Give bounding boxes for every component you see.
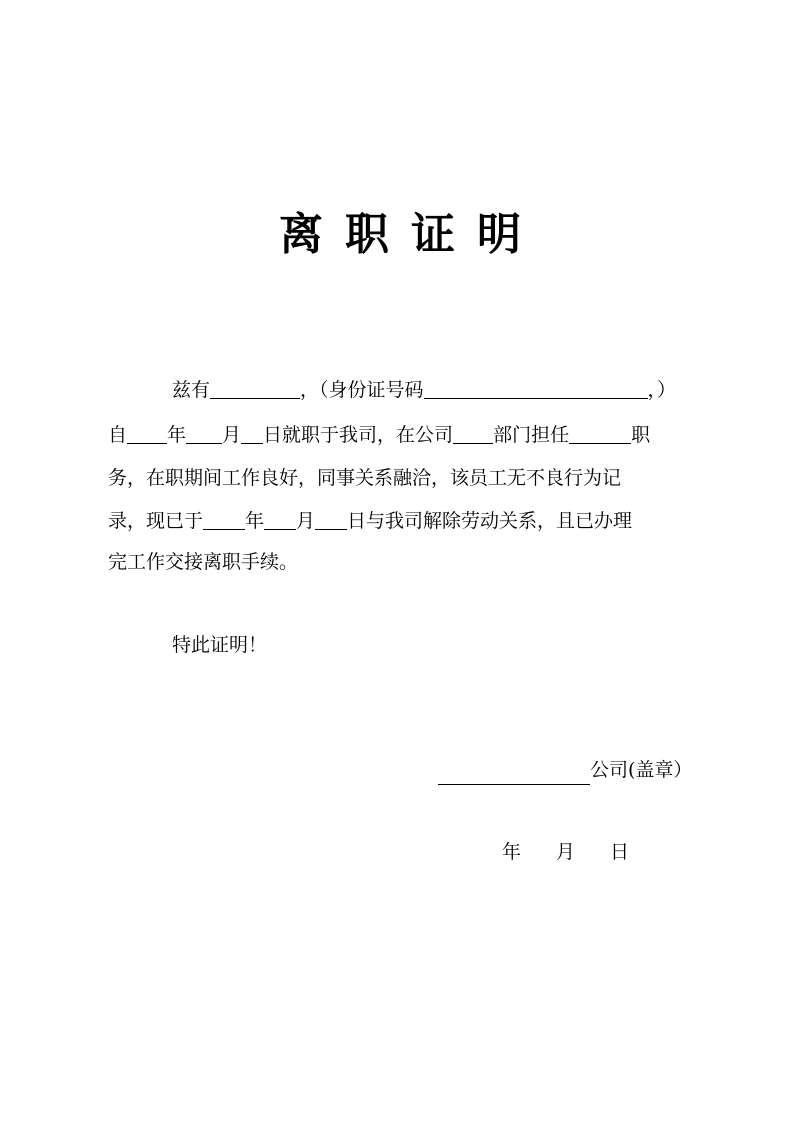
start-day-blank[interactable] [241,415,263,444]
company-signature-blank[interactable] [438,784,590,785]
month-label: 月 [222,424,242,446]
employed-text: 日就职于我司，在公司 [263,424,454,446]
name-blank[interactable] [210,370,300,399]
date-month-label: 月 [556,841,576,863]
line1-end: ，） [647,379,677,401]
department-text: 部门担任 [493,424,570,446]
body-line-5: 完工作交接离职手续。 [108,551,299,573]
start-month-blank[interactable] [186,415,222,444]
leave-text: 录，现已于 [108,510,204,532]
line2-end: 职 [631,424,651,446]
date-day-label: 日 [610,841,630,863]
leave-year-blank[interactable] [203,501,245,530]
from-text: 自 [108,424,128,446]
position-blank[interactable] [569,415,631,444]
id-label: ，（身份证号码 [300,379,424,401]
body-line-1 [172,370,676,410]
start-year-blank[interactable] [127,415,167,444]
closing-text: 特此证明！ [172,634,268,656]
line4-end: 日与我司解除劳动关系，且已办理 [347,510,633,532]
body-line-4 [108,501,632,541]
date-year-label: 年 [502,841,522,863]
id-number-blank[interactable] [424,370,648,399]
document-title: 离职证明 [279,209,543,260]
body-line-2 [108,415,650,455]
leave-day-blank[interactable] [315,501,347,530]
year-label: 年 [167,424,187,446]
leave-year-label: 年 [245,510,265,532]
leave-month-label: 月 [296,510,316,532]
leave-month-blank[interactable] [264,501,296,530]
company-seal-label: 公司(盖章） [590,759,693,781]
department-blank[interactable] [453,415,493,444]
intro-text: 兹有 [172,379,211,401]
body-line-3: 务，在职期间工作良好，同事关系融洽，该员工无不良行为记 [108,467,622,489]
